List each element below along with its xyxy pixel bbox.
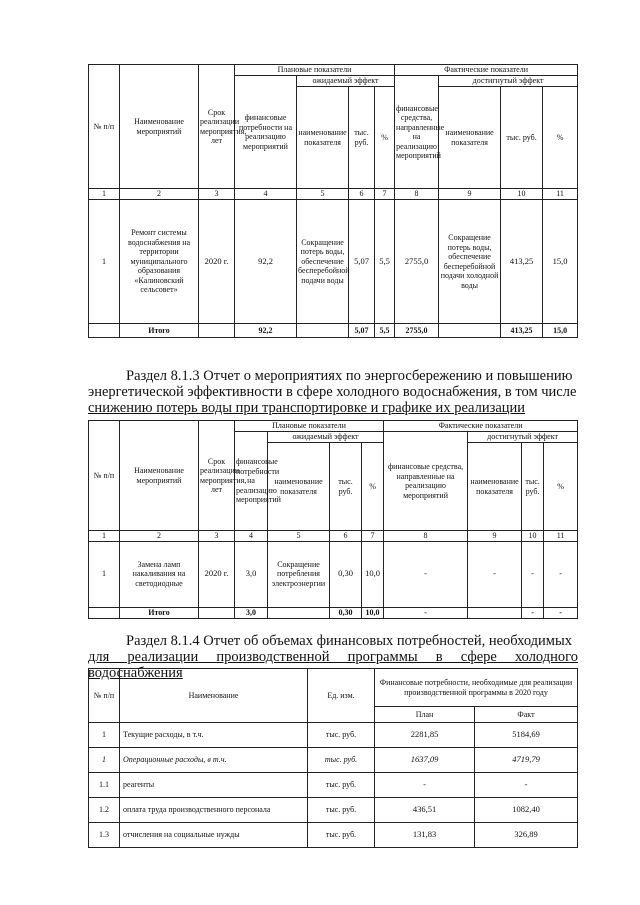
header-term: Срок реализации мероприятия, лет	[199, 421, 235, 531]
cell-num: 1.3	[89, 823, 120, 848]
cell-name: Ремонт системы водоснабжения на территории муниципального образования «Калиновский сельсовет»	[120, 200, 199, 324]
table-energy-saving	[88, 420, 578, 619]
cell-term: 2020 г.	[199, 541, 235, 607]
cell-unit: тыс. руб.	[308, 773, 375, 798]
cell-num: 1	[89, 723, 120, 748]
header-plan: План	[375, 707, 475, 723]
header-pct: %	[543, 87, 578, 189]
cell-fact: 4719,79	[475, 748, 578, 773]
header-num: № п/п	[89, 65, 120, 189]
header-tys: тыс. руб.	[349, 87, 375, 189]
header-expected: ожидаемый эффект	[297, 76, 395, 87]
cell-fact-fin: -	[384, 541, 468, 607]
cell-tys: 5,07	[349, 200, 375, 324]
header-actual: Фактические показатели	[384, 421, 578, 432]
section-heading-8-1-4: Раздел 8.1.4 Отчет об объемах финансовых потребностей, необходимых для реализации производственной программы в сфере холодного водоснабжения	[88, 633, 578, 681]
total-label: Итого	[120, 607, 199, 618]
total-pct: 5,5	[375, 324, 395, 338]
table-total-row	[89, 324, 578, 338]
cell-term: 2020 г.	[199, 200, 235, 324]
cell-pct: 5,5	[375, 200, 395, 324]
col-number: 9	[468, 531, 522, 542]
cell-fact: -	[475, 773, 578, 798]
total-fact-tys: -	[522, 607, 544, 618]
cell-fact-fin: 2755,0	[395, 200, 439, 324]
cell-fact-tys: 413,25	[501, 200, 543, 324]
cell-plan: -	[375, 773, 475, 798]
cell-fin: 3,0	[235, 541, 268, 607]
cell-unit: тыс. руб.	[308, 798, 375, 823]
cell-fact-tys: -	[522, 541, 544, 607]
header-achieved: достигнутый эффект	[439, 76, 578, 87]
col-number: 4	[235, 531, 268, 542]
cell-name: отчисления на социальные нужды	[120, 823, 308, 848]
header-pct: %	[362, 443, 384, 531]
table-financial-needs	[88, 668, 578, 848]
table-total-row	[89, 607, 578, 618]
total-fact-tys: 413,25	[501, 324, 543, 338]
cell-num: 1.2	[89, 798, 120, 823]
col-number: 2	[120, 531, 199, 542]
total-fact-fin: -	[384, 607, 468, 618]
col-number: 2	[120, 189, 199, 200]
cell-plan: 131,83	[375, 823, 475, 848]
table-measures-1	[88, 64, 578, 338]
header-fin-need: финансовые потребности на реализацию мероприятий	[235, 76, 297, 189]
header-tys: тыс. руб.	[330, 443, 362, 531]
header-fin-means: финансовые средства, направленные на реализацию мероприятий	[395, 76, 439, 189]
col-number: 8	[384, 531, 468, 542]
cell-tys: 0,30	[330, 541, 362, 607]
header-fin-need: финансовые потребности на реализацию мероприятий	[235, 432, 268, 531]
table-row	[89, 798, 578, 823]
col-number: 1	[89, 189, 120, 200]
header-indicator: наименование показателя	[268, 443, 330, 531]
total-fact-pct: 15,0	[543, 324, 578, 338]
table-row	[89, 748, 578, 773]
col-number: 11	[544, 531, 578, 542]
header-actual: Фактические показатели	[395, 65, 578, 76]
cell-fact: 326,89	[475, 823, 578, 848]
total-pct: 10,0	[362, 607, 384, 618]
header-fin-needs: Финансовые потребности, необходимые для реализации производственной программы в 2020 году	[375, 669, 578, 707]
table-row	[89, 723, 578, 748]
header-indicator: наименование показателя	[468, 443, 522, 531]
table-row	[89, 823, 578, 848]
header-num: № п/п	[89, 421, 120, 531]
header-expected: ожидаемый эффект	[268, 432, 384, 443]
header-unit: Ед. изм.	[308, 669, 375, 723]
cell-fact: 1082,40	[475, 798, 578, 823]
section-heading-8-1-3: Раздел 8.1.3 Отчет о мероприятиях по энергосбережению и повышению энергетической эффективности в сфере холодного водоснабжения, в том числе снижению потерь воды при транспортировке и графике их реализации	[88, 368, 577, 416]
total-fact-fin: 2755,0	[395, 324, 439, 338]
col-number: 3	[199, 531, 235, 542]
col-number: 6	[349, 189, 375, 200]
header-name: Наименование	[120, 669, 308, 723]
col-number: 4	[235, 189, 297, 200]
cell-num: 1	[89, 541, 120, 607]
cell-fact-effect: Сокращение потерь воды, обеспечение бесперебойной подачи холодной воды	[439, 200, 501, 324]
total-tys: 5,07	[349, 324, 375, 338]
col-number: 10	[501, 189, 543, 200]
col-number: 7	[375, 189, 395, 200]
header-fact: Факт	[475, 707, 578, 723]
header-pct: %	[544, 443, 578, 531]
header-name: Наименование мероприятий	[120, 421, 199, 531]
cell-name: Замена ламп накаливания на светодиодные	[120, 541, 199, 607]
col-number: 8	[395, 189, 439, 200]
cell-effect: Сокращение потребления электроэнергии	[268, 541, 330, 607]
col-number: 3	[199, 189, 235, 200]
table-row	[89, 200, 578, 324]
col-number: 5	[297, 189, 349, 200]
cell-name: Операционные расходы, в т.ч.	[120, 748, 308, 773]
header-num: № п/п	[89, 669, 120, 723]
col-number: 7	[362, 531, 384, 542]
cell-plan: 2281,85	[375, 723, 475, 748]
col-number: 10	[522, 531, 544, 542]
header-fin-means: финансовые средства, направленные на реализацию мероприятий	[384, 432, 468, 531]
cell-name: оплата труда производственного персонала	[120, 798, 308, 823]
total-fin: 3,0	[235, 607, 268, 618]
cell-fin: 92,2	[235, 200, 297, 324]
header-planned: Плановые показатели	[235, 65, 395, 76]
cell-fact: 5184,69	[475, 723, 578, 748]
col-number: 9	[439, 189, 501, 200]
cell-num: 1	[89, 748, 120, 773]
header-name: Наименование мероприятий	[120, 65, 199, 189]
header-indicator: наименование показателя	[439, 87, 501, 189]
cell-fact-effect: -	[468, 541, 522, 607]
cell-pct: 10,0	[362, 541, 384, 607]
cell-unit: тыс. руб.	[308, 748, 375, 773]
col-number: 1	[89, 531, 120, 542]
header-term: Срок реализации мероприятия, лет	[199, 65, 235, 189]
cell-plan: 1637,09	[375, 748, 475, 773]
header-pct: %	[375, 87, 395, 189]
table-row	[89, 773, 578, 798]
cell-fact-pct: 15,0	[543, 200, 578, 324]
total-fact-pct: -	[544, 607, 578, 618]
total-fin: 92,2	[235, 324, 297, 338]
cell-plan: 436,51	[375, 798, 475, 823]
cell-name: реагенты	[120, 773, 308, 798]
cell-num: 1	[89, 200, 120, 324]
header-tys: тыс. руб.	[501, 87, 543, 189]
header-planned: Плановые показатели	[235, 421, 384, 432]
total-tys: 0,30	[330, 607, 362, 618]
cell-effect: Сокращение потерь воды, обеспечение бесперебойной подачи воды	[297, 200, 349, 324]
col-number: 5	[268, 531, 330, 542]
header-achieved: достигнутый эффект	[468, 432, 578, 443]
header-tys: тыс. руб.	[522, 443, 544, 531]
cell-num: 1.1	[89, 773, 120, 798]
col-number: 11	[543, 189, 578, 200]
col-number: 6	[330, 531, 362, 542]
cell-unit: тыс. руб.	[308, 723, 375, 748]
table-row	[89, 541, 578, 607]
cell-fact-pct: -	[544, 541, 578, 607]
total-label: Итого	[120, 324, 199, 338]
header-indicator: наименование показателя	[297, 87, 349, 189]
cell-name: Текущие расходы, в т.ч.	[120, 723, 308, 748]
cell-unit: тыс. руб.	[308, 823, 375, 848]
